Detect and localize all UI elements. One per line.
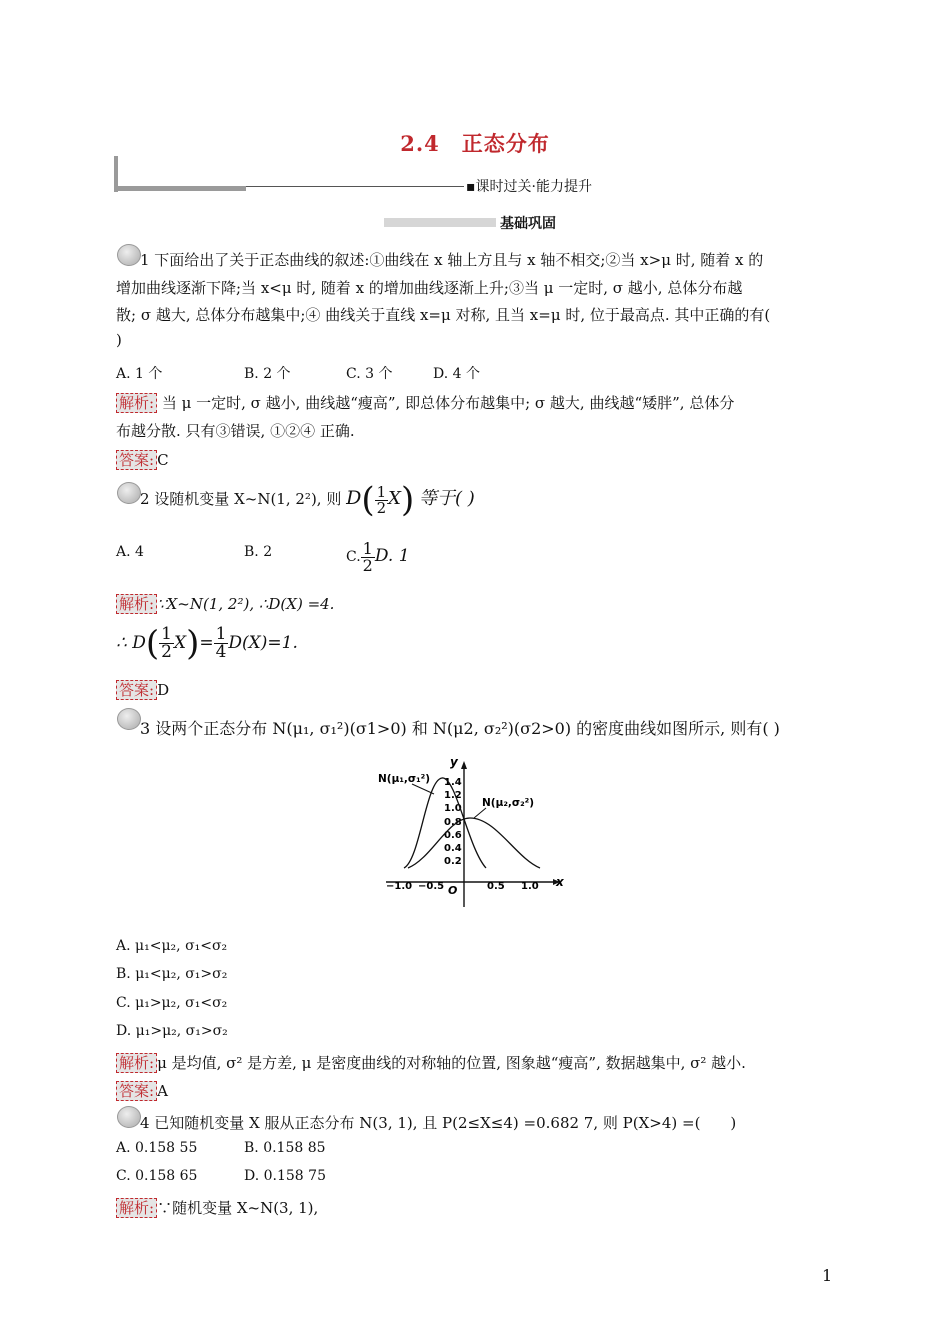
- y-tick: 0.8: [444, 817, 462, 828]
- q1-line-2: 增加曲线逐渐下降;当 x<μ 时, 随着 x 的增加曲线逐渐上升;③当 μ 一定时, σ 越小, 总体分布越: [116, 279, 743, 297]
- y-tick: 0.4: [444, 843, 462, 854]
- banner-thick-bar: [114, 186, 246, 191]
- q2-analysis-2: ∴ D( $\frac{1}{2}$ X)= $\frac{1}{4}$ D(X)=1.: [116, 623, 298, 664]
- question-3-icon: [117, 708, 141, 730]
- x-tick: −0.5: [418, 881, 445, 892]
- q1-option-c: C. 3 个: [346, 366, 393, 382]
- q1-line-1: 1 下面给出了关于正态曲线的叙述:①曲线在 x 轴上方且与 x 轴不相交;②当 x>μ 时, 随着 x 的: [140, 251, 764, 269]
- q2-option-b: B. 2: [244, 544, 273, 560]
- question-2-icon: [117, 482, 141, 504]
- curve-1-leader: [412, 784, 434, 794]
- curve-2-label: N(μ₂,σ₂²): [482, 797, 535, 809]
- banner-text: ▪课时过关·能力提升: [466, 179, 592, 195]
- analysis-tag: 解析:: [116, 1053, 157, 1073]
- q4-option-c: C. 0.158 65: [116, 1168, 198, 1184]
- q2-analysis-1: 解析: ∵X~N(1, 2²), ∴D(X) =4.: [116, 593, 334, 614]
- x-axis-label: x: [556, 875, 564, 889]
- curve-2-leader: [474, 808, 486, 818]
- y-axis-arrow: [461, 761, 467, 769]
- y-axis-label: y: [450, 755, 458, 769]
- analysis-tag: 解析:: [116, 1198, 157, 1218]
- q4-option-d: D. 0.158 75: [244, 1168, 326, 1184]
- q1-option-a: A. 1 个: [116, 366, 163, 382]
- q1-option-b: B. 2 个: [244, 366, 291, 382]
- q3-option-b: B. μ₁<μ₂, σ₁>σ₂: [116, 966, 228, 982]
- q3-option-d: D. μ₁>μ₂, σ₁>σ₂: [116, 1023, 228, 1039]
- q2-answer: 答案: D: [116, 679, 169, 700]
- q1-line-3: 散; σ 越大, 总体分布越集中;④ 曲线关于直线 x=μ 对称, 且当 x=μ 时, 位于最高点. 其中正确的有(: [116, 306, 771, 324]
- banner-rule: [246, 186, 464, 187]
- q1-option-d: D. 4 个: [433, 366, 480, 382]
- y-tick: 0.2: [444, 856, 462, 867]
- y-tick: 1.0: [444, 803, 462, 814]
- analysis-tag: 解析:: [116, 594, 157, 614]
- curve-1-label: N(μ₁,σ₁²): [378, 773, 431, 785]
- curve-2: [408, 818, 540, 868]
- q2-option-a: A. 4: [116, 544, 144, 560]
- q4-option-a: A. 0.158 55: [116, 1140, 198, 1156]
- analysis-tag: 解析:: [116, 393, 157, 413]
- q3-option-c: C. μ₁>μ₂, σ₁<σ₂: [116, 995, 228, 1011]
- q1-line-4: ): [116, 331, 122, 349]
- q3-stem: 3 设两个正态分布 N(μ₁, σ₁²)(σ1>0) 和 N(μ2, σ₂²)(σ2>0) 的密度曲线如图所示, 则有( ): [140, 719, 780, 738]
- question-4-icon: [117, 1106, 141, 1128]
- q1-analysis-line-1: 解析: 当 μ 一定时, σ 越小, 曲线越“瘦高”, 即总体分布越集中; σ 越大, 曲线越“矮胖”, 总体分: [116, 392, 734, 413]
- page-title: 2.4 正态分布: [400, 131, 550, 156]
- q3-analysis: 解析: μ 是均值, σ² 是方差, μ 是密度曲线的对称轴的位置, 图象越“瘦高”, 数据越集中, σ² 越小.: [116, 1052, 746, 1073]
- question-1-icon: [117, 244, 141, 266]
- y-tick: 0.6: [444, 830, 462, 841]
- answer-tag: 答案:: [116, 1081, 157, 1101]
- section-title: 基础巩固: [500, 216, 556, 232]
- y-tick: 1.4: [444, 777, 462, 788]
- q3-density-figure: [376, 752, 576, 910]
- answer-tag: 答案:: [116, 680, 157, 700]
- q2-option-c: C. $\frac{1}{2}$ D. 1: [346, 538, 410, 575]
- q4-option-b: B. 0.158 85: [244, 1140, 326, 1156]
- section-bar: [384, 218, 496, 227]
- x-tick: 0.5: [487, 881, 505, 892]
- q1-analysis-line-2: 布越分散. 只有③错误, ①②④ 正确.: [116, 422, 355, 440]
- page-number: 1: [822, 1266, 833, 1285]
- q3-option-a: A. μ₁<μ₂, σ₁<σ₂: [116, 938, 228, 954]
- x-tick: −1.0: [386, 881, 413, 892]
- q4-analysis: 解析: ∵随机变量 X~N(3, 1),: [116, 1197, 318, 1218]
- origin-label: O: [448, 884, 458, 897]
- q3-answer: 答案: A: [116, 1080, 168, 1101]
- q1-answer: 答案: C: [116, 449, 169, 470]
- answer-tag: 答案:: [116, 450, 157, 470]
- y-tick: 1.2: [444, 790, 462, 801]
- q2-stem: 2 设随机变量 X~N(1, 2²), 则 D( $\frac{1}{2}$ X) 等于( ): [140, 480, 475, 520]
- x-tick: 1.0: [521, 881, 539, 892]
- q4-stem: 4 已知随机变量 X 服从正态分布 N(3, 1), 且 P(2≤X≤4) =0.682 7, 则 P(X>4) =( ): [140, 1114, 737, 1132]
